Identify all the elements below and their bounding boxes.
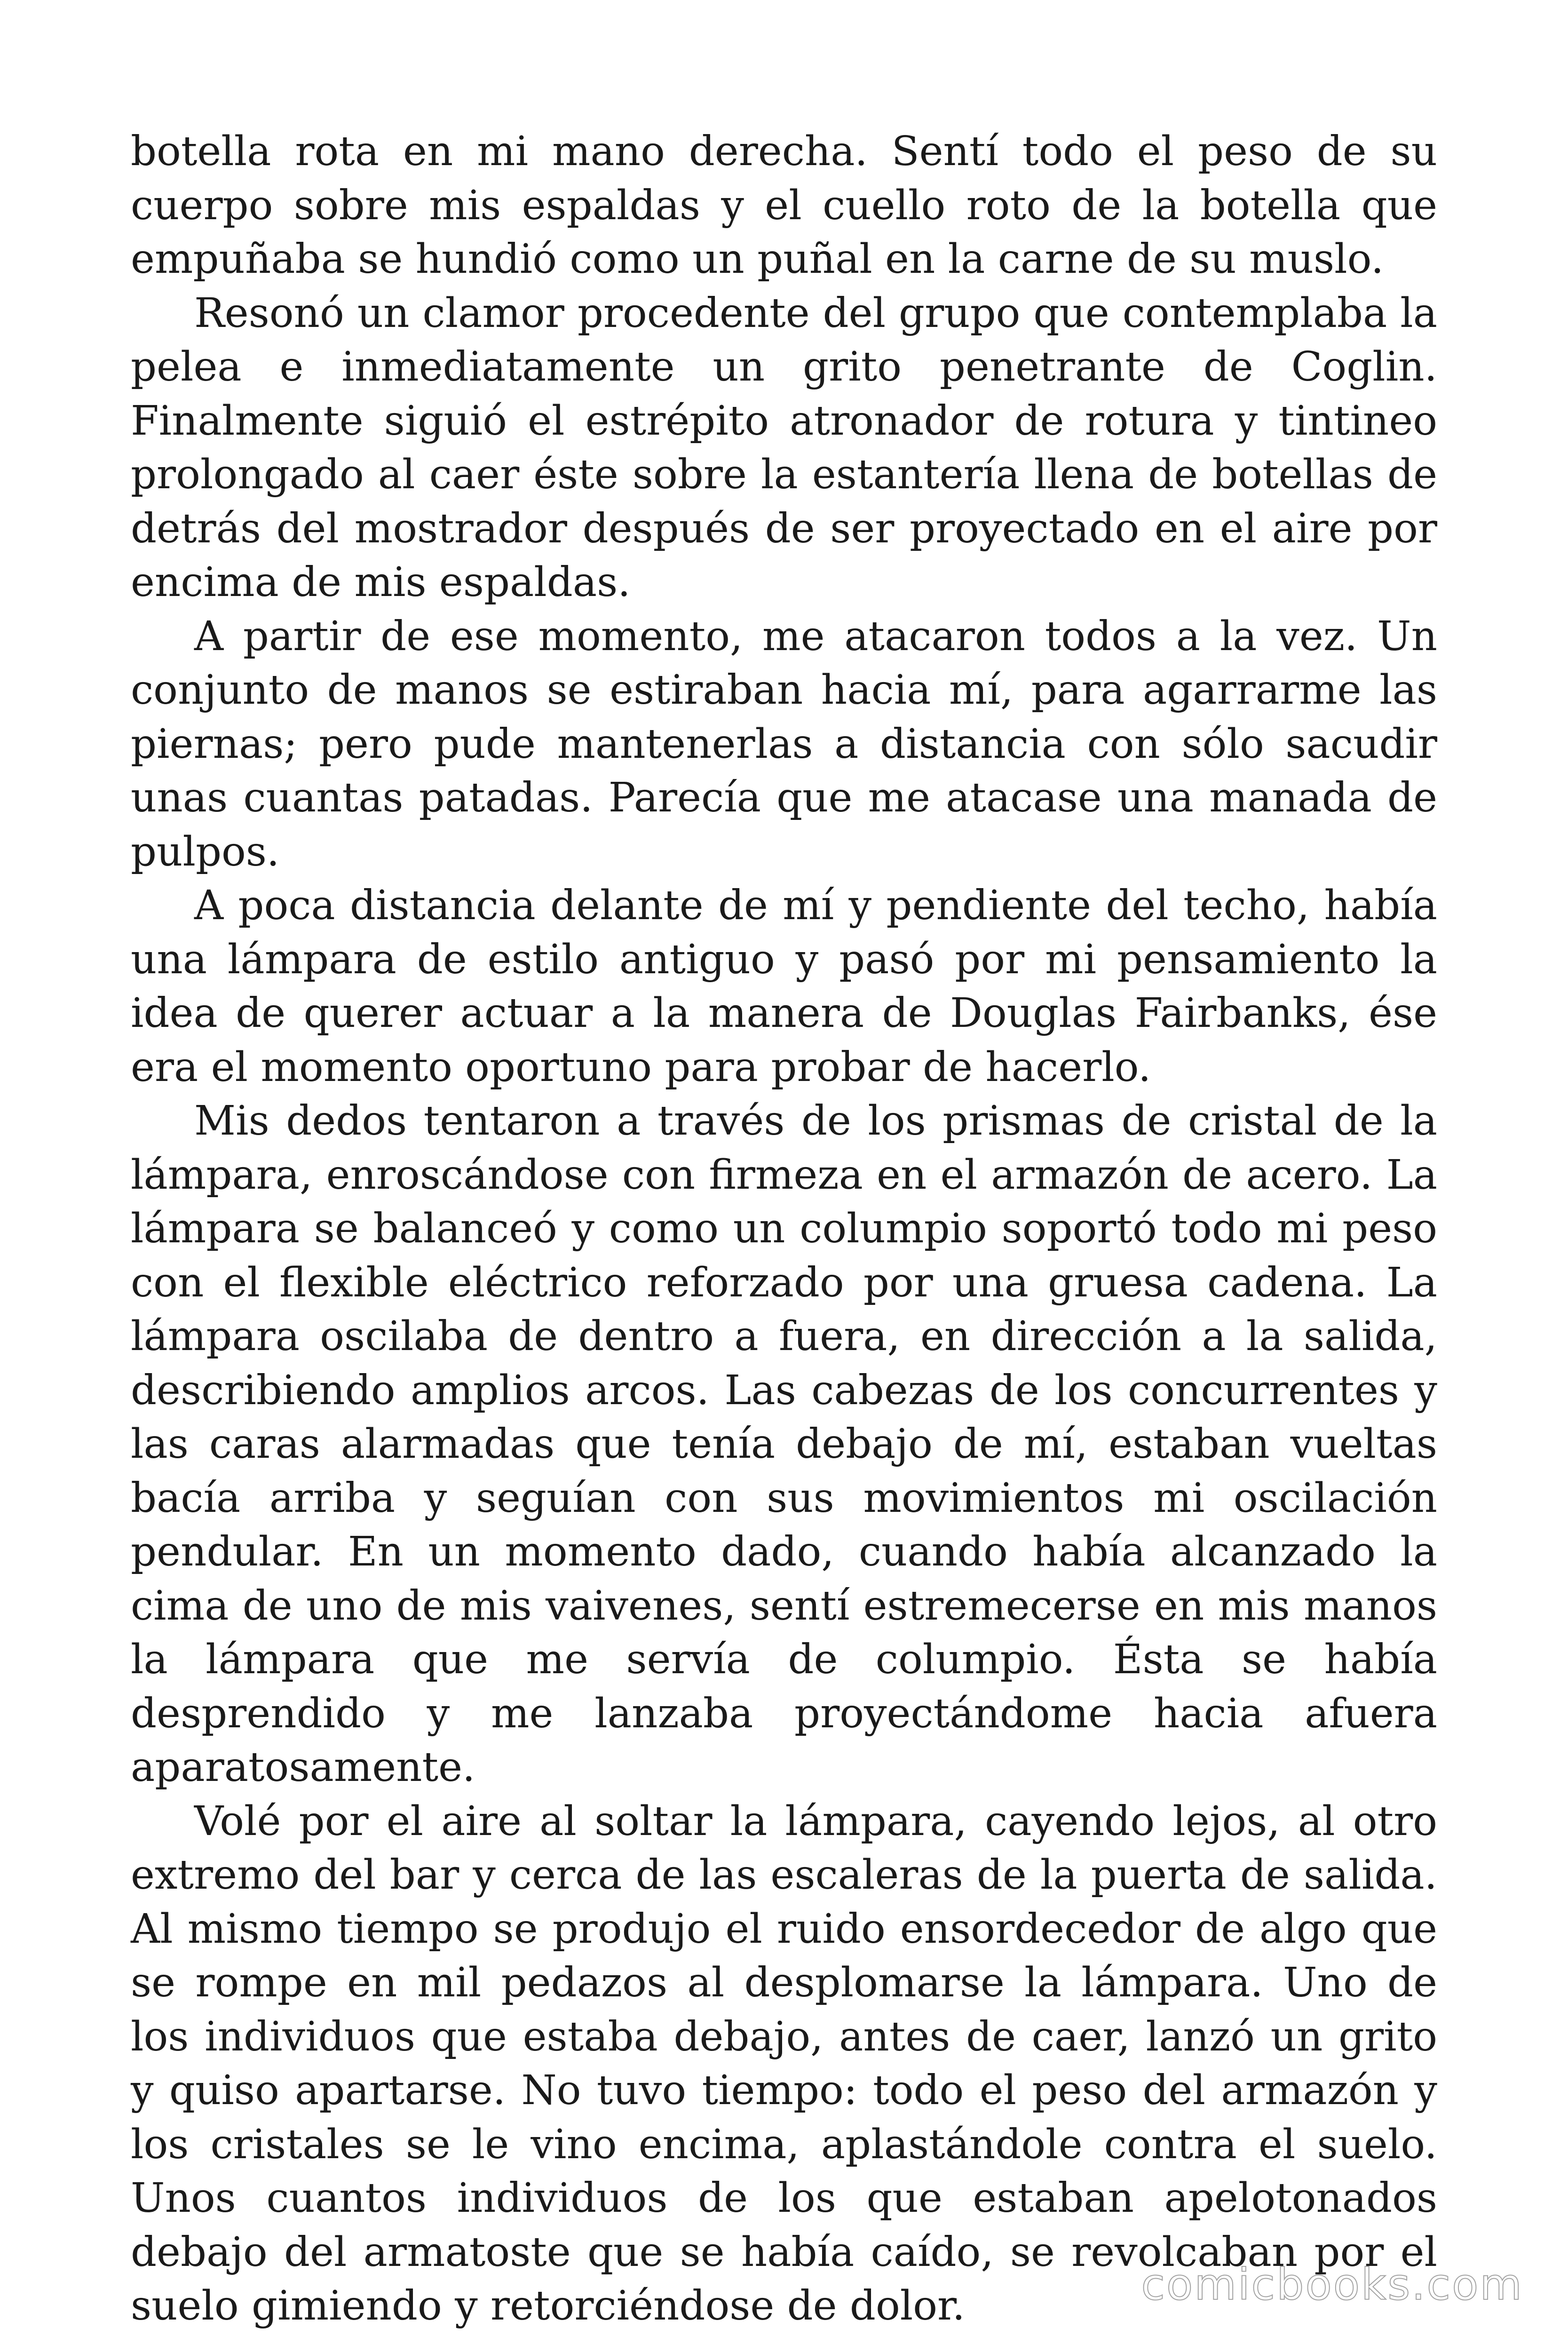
paragraph-2: Resonó un clamor procedente del grupo que contemplaba la pelea e inmediatamente un grito penetrante de Coglin. Finalmente siguió el estrépito atronador de rotura y tintineo prolongado al caer éste sobre la estantería llena de botellas de detrás del mostrador después de ser proyectado en el aire por encima de mis espaldas. [131,289,1437,606]
watermark: comicbooks.com [1141,2259,1523,2310]
page-text [131,125,1437,2333]
paragraph-4: A poca distancia delante de mí y pendiente del techo, había una lámpara de estilo antiguo y pasó por mi pensamiento la idea de querer actuar a la manera de Douglas Fairbanks, ése era el momento oportuno para probar de hacerlo. [131,882,1437,1091]
paragraph-3: A partir de ese momento, me atacaron todos a la vez. Un conjunto de manos se estiraban hacia mí, para agarrarme las piernas; pero pude mantenerlas a distancia con sólo sacudir unas cuantas patadas. Parecía que me atacase una manada de pulpos. [131,612,1437,875]
paragraph-1: botella rota en mi mano derecha. Sentí todo el peso de su cuerpo sobre mis espaldas y el cuello roto de la botella que empuñaba se hundió como un puñal en la carne de su muslo. [131,128,1437,283]
paragraph-5: Mis dedos tentaron a través de los prismas de cristal de la lámpara, enroscándose con firmeza en el armazón de acero. La lámpara se balanceó y como un columpio soportó todo mi peso con el flexible eléctrico reforzado por una gruesa cadena. La lámpara oscilaba de dentro a fuera, en dirección a la salida, describiendo amplios arcos. Las cabezas de los concurrentes y las caras alarmadas que tenía debajo de mí, estaban vueltas bacía arriba y seguían con sus movimientos mi oscilación pendular. En un momento dado, cuando había alcanzado la cima de uno de mis vaivenes, sentí estremecerse en mis manos la lámpara que me servía de columpio. Ésta se había desprendido y me lanzaba proyectándome hacia afuera aparatosamente. [131,1097,1437,1791]
paragraph-6: Volé por el aire al soltar la lámpara, cayendo lejos, al otro extremo del bar y cerca de las escaleras de la puerta de salida. Al mismo tiempo se produjo el ruido ensordecedor de algo que se rompe en mil pedazos al desplomarse la lámpara. Uno de los individuos que estaba debajo, antes de caer, lanzó un grito y quiso apartarse. No tuvo tiempo: todo el peso del armazón y los cristales se le vino encima, aplastándole contra el suelo. Unos cuantos individuos de los que estaban apelotonados debajo del armatoste que se había caído, se revolcaban por el suelo gimiendo y retorciéndose de dolor. [131,1797,1437,2329]
